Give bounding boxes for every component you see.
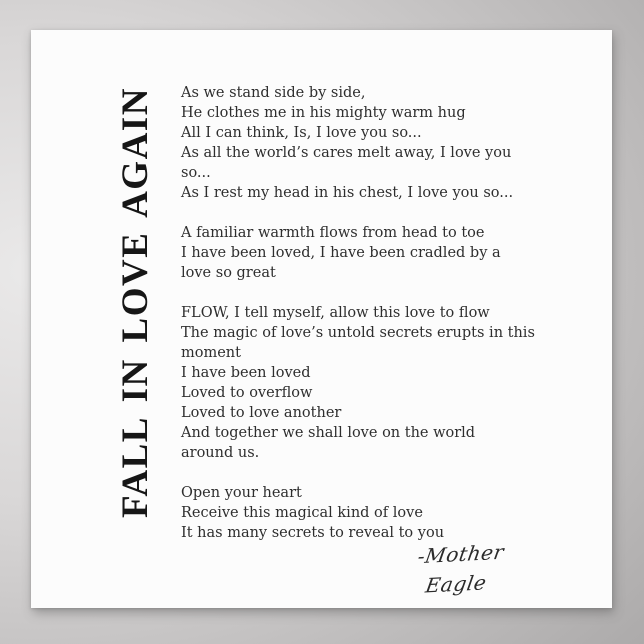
poem-stanza	[181, 83, 531, 203]
poem-line: A familiar warmth flows from head to toe	[181, 225, 485, 241]
poem-line: moment	[181, 345, 241, 361]
poem-line: so...	[181, 165, 211, 181]
poem-line: All I can think, Is, I love you so...	[181, 125, 422, 141]
signature: -Mother Eagle	[416, 539, 506, 598]
poem-line: As we stand side by side,	[181, 85, 366, 101]
poem-line: I have been loved	[181, 365, 311, 381]
poster-title: FALL IN LOVE AGAIN	[115, 87, 156, 518]
poster	[31, 30, 612, 608]
poem-line: And together we shall love on the world	[181, 425, 476, 441]
poem-line: Loved to love another	[181, 405, 342, 421]
poem-line: I have been loved, I have been cradled by a	[181, 245, 501, 261]
poem-line: around us.	[181, 445, 260, 461]
poem-line: It has many secrets to reveal to you	[181, 525, 445, 541]
poem-line: Receive this magical kind of love	[181, 505, 423, 521]
poem-stanza	[181, 483, 531, 543]
poem-line: As I rest my head in his chest, I love you so...	[181, 185, 514, 201]
poem-line: Loved to overflow	[181, 385, 313, 401]
poem-line: As all the world’s cares melt away, I love you	[181, 145, 512, 161]
poem-line: He clothes me in his mighty warm hug	[181, 105, 466, 121]
poem-line: The magic of love’s untold secrets erupts in this	[181, 325, 535, 341]
poem-line: FLOW, I tell myself, allow this love to flow	[181, 305, 490, 321]
poem	[181, 83, 535, 543]
poem-stanza	[181, 303, 535, 463]
poem-stanza	[181, 223, 531, 283]
poem-line: love so great	[181, 265, 276, 281]
poem-line: Open your heart	[181, 485, 302, 501]
